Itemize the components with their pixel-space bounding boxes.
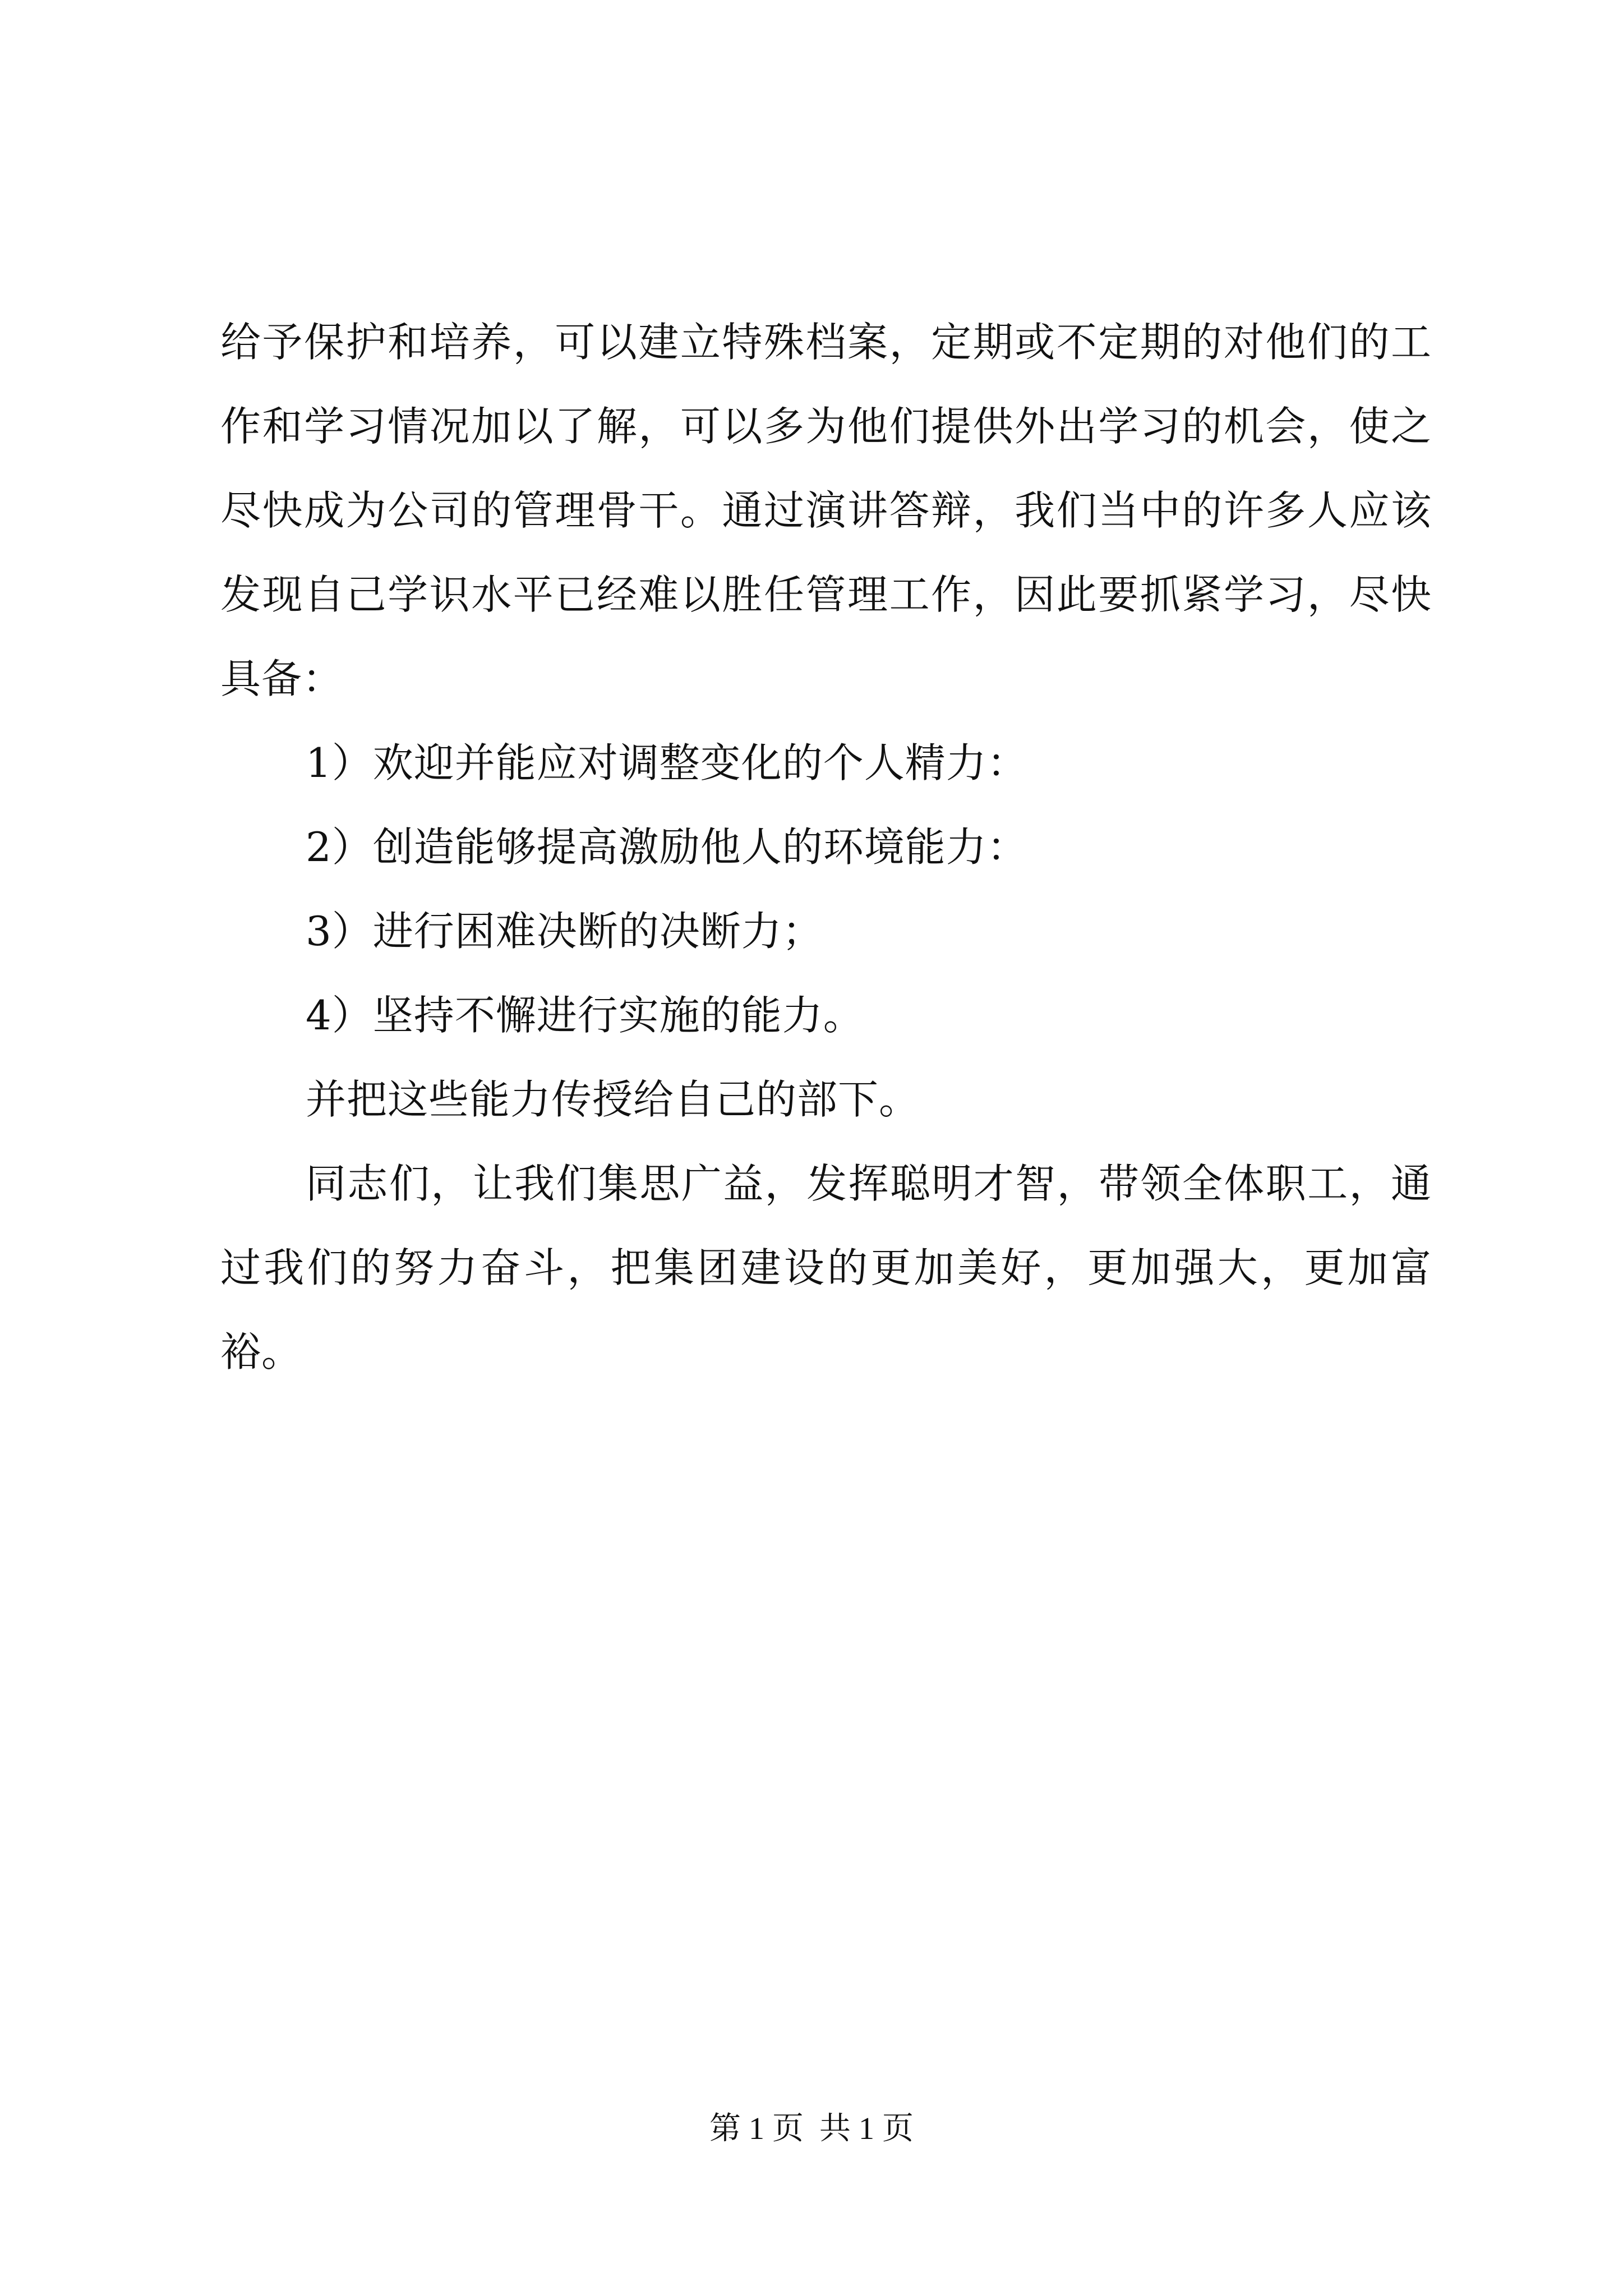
paragraph-closing: 同志们，让我们集思广益，发挥聪明才智，带领全体职工，通过我们的努力奋斗，把集团建设的更加美好，更加强大，更加富裕。 <box>220 1160 1432 1375</box>
page-footer <box>0 2106 1623 2151</box>
list-item-4: 4）坚持不懈进行实施的能力。 <box>306 992 864 1039</box>
list-item-2: 2）创造能够提高激励他人的环境能力： <box>306 823 1028 871</box>
list-item-3: 3）进行困难决断的决断力； <box>306 908 823 955</box>
page-number-label: 第 1 页 <box>709 2111 804 2146</box>
document-body <box>220 300 1432 1394</box>
page-total-label: 共 1 页 <box>819 2111 914 2146</box>
paragraph-intro: 给予保护和培养，可以建立特殊档案，定期或不定期的对他们的工作和学习情况加以了解，可以多为他们提供外出学习的机会，使之尽快成为公司的管理骨干。通过演讲答辩，我们当中的许多人应该发现自己学识水平已经难以胜任管理工作，因此要抓紧学习，尽快具备： <box>220 319 1432 702</box>
list-item-1: 1）欢迎并能应对调整变化的个人精力： <box>306 739 1028 786</box>
paragraph-transfer: 并把这些能力传授给自己的部下。 <box>306 1076 920 1123</box>
